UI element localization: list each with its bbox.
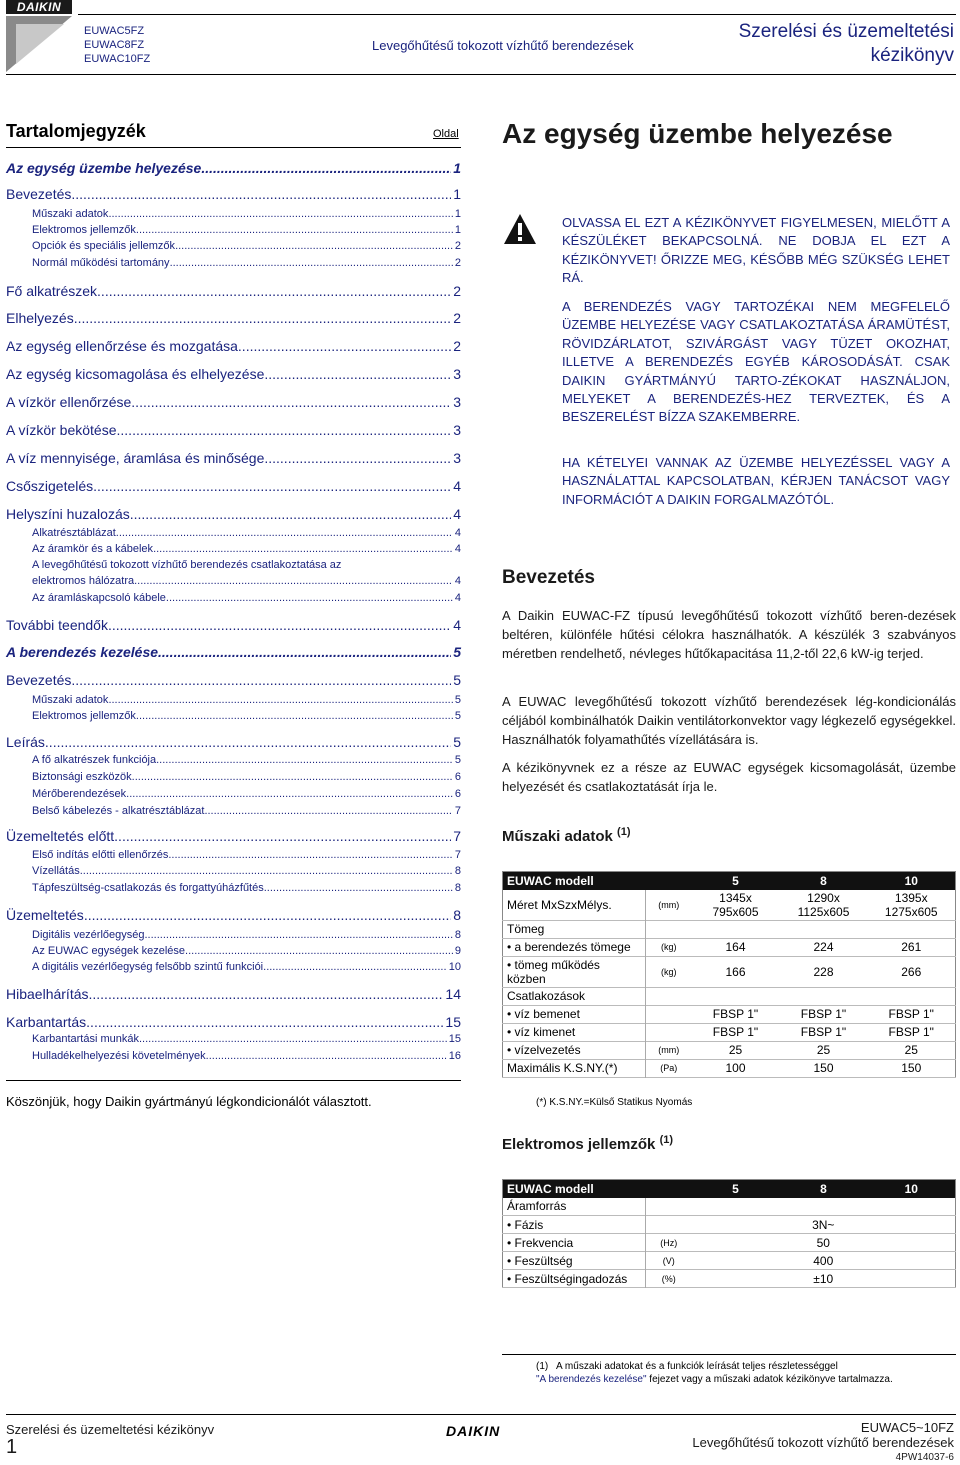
table-header-cell: 10 [868,872,956,890]
row-unit: (Pa) [660,1063,678,1073]
toc-leader-dots [132,771,453,783]
toc-item-label: Üzemeltetés [6,907,84,923]
toc-leader-dots [116,527,453,539]
toc-item-page: 4 [453,617,461,633]
toc-leader-dots [264,882,453,894]
table-row [503,1005,956,1023]
toc-page-label: Oldal [433,128,459,140]
toc-leader-dots [45,734,451,750]
toc-item[interactable] [6,865,461,877]
toc-item-page: 5 [454,694,461,706]
row-label: Áramforrás [503,1198,646,1216]
row-unit [646,1005,692,1023]
footer-info [692,1420,954,1465]
toc-item[interactable] [6,240,461,252]
toc-item-page: 5 [454,710,461,722]
toc-item[interactable] [6,1050,461,1062]
footer-doc-name: Szerelési és üzemeltetési kézikönyv [6,1422,215,1437]
toc-leader-dots [201,160,451,176]
table-header-cell [646,872,692,890]
electrical-table [502,1179,956,1288]
toc-item[interactable] [6,224,461,236]
toc-item[interactable] [6,527,461,539]
toc-bottom-rule [6,1080,461,1081]
footer-product: Levegőhűtésű tokozott vízhűtő berendezések [692,1435,954,1450]
toc-item-page: 1 [453,186,461,202]
table-row [503,1059,956,1077]
toc-leader-dots [238,338,451,354]
table-header-row [503,872,956,890]
row-value: 266 [901,964,922,979]
toc-item-label: Leírás [6,734,45,750]
toc-item[interactable] [6,208,461,220]
toc-leader-dots [84,907,451,923]
row-label: Méret MxSzxMélys. [503,890,646,921]
warning-text: A BERENDEZÉS VAGY TARTOZÉKAI NEM MEGFELELŐ ÜZEMBE HELYEZÉSE VAGY CSATLAKOZTATÁSA ÁRAMÜTÉST, RÖVIDZÁRLATOT, SZIVÁRGÁST VAGY TÜZET OKOZHAT, ILLETVE A BERENDEZÉS EGYÉB KÁROSODÁSÁT. CSAK DAIKIN GYÁRTMÁNYÚ TARTO-ZÉKOKAT HASZNÁLJON, MELYEKET A BERENDEZÉS-HEZ TERVEZTEK, ÉS A BESZERELÉST BÍZZA SZAKEMBERRE. [562,299,950,425]
toc-title: Tartalomjegyzék [6,121,146,141]
toc-item[interactable] [6,559,461,571]
intro-paragraph: A EUWAC levegőhűtésű tokozott vízhűtő berendezések lég-kondicionálás céljából kombinálhatók Daikin ventilátorkonvektor vagy légkezelő egységekkel. Használhatók folyamathűtés vízellátására is. [502,694,956,747]
row-unit: (mm) [658,1045,680,1055]
toc-leader-dots [108,208,452,220]
toc-item-label: Elhelyezés [6,310,74,326]
toc-leader-dots [170,257,453,269]
row-value: 150 [901,1061,922,1075]
intro-heading: Bevezetés [502,567,595,588]
warning-text: HA KÉTELYEI VANNAK AZ ÜZEMBE HELYEZÉSSEL VAGY A HASZNÁLATTAL KAPCSOLATBAN, KÉRJEN TANÁCSOT VAGY INFORMÁCIÓT A DAIKIN FORGALMAZÓTÓL. [562,455,950,507]
toc-item-label: elektromos hálózatra [32,575,135,587]
toc-item-label: Elektromos jellemzők [32,710,136,722]
toc-leader-dots [264,450,451,466]
toc-leader-dots [71,672,451,688]
table-row [503,1198,956,1216]
toc-item-page: 1 [454,208,461,220]
document-title [739,20,954,68]
toc-item-page: 6 [454,771,461,783]
section-title: Az egység üzembe helyezése [502,118,893,149]
toc-leader-dots [175,240,453,252]
row-value: FBSP 1" [712,1025,759,1039]
toc-item-page: 6 [454,788,461,800]
toc-item[interactable] [6,849,461,861]
toc-leader-dots [139,1033,447,1045]
toc-leader-dots [136,710,453,722]
toc-item-label: Biztonsági eszközök [32,771,132,783]
toc-item[interactable] [6,672,461,688]
row-value: 150 [813,1061,834,1075]
row-value: ±10 [813,1271,834,1286]
toc-leader-dots [97,283,451,299]
intro-paragraph: A Daikin EUWAC-FZ típusú levegőhűtésű tokozott vízhűtő beren-dezések beltéren, különféle hűtési célokra használhatók. A készülék 3 szabványos méretben rendelhető, névleges hűtőkapacitása 11,2-től 22,6 kW-ig terjed. [502,608,956,661]
toc-item-page: 16 [448,1050,461,1062]
toc-item-label: A levegőhűtésű tokozott vízhűtő berendezés csatlakoztatása az [32,559,342,571]
toc-item-page: 3 [453,394,461,410]
row-value: 166 [725,964,746,979]
table-header-cell: 8 [780,872,868,890]
toc-item[interactable] [6,394,461,410]
toc-item-page: 5 [453,734,461,750]
model-item: EUWAC8FZ [84,39,145,51]
row-label: • tömeg működés közben [503,956,646,987]
toc-leader-dots [156,754,453,766]
toc-leader-dots [108,617,451,633]
toc-item-label: Opciók és speciális jellemzők [32,240,176,252]
toc-item-label: Az egység kicsomagolása és elhelyezése [6,366,265,382]
toc-item[interactable] [6,575,461,587]
row-value: FBSP 1" [800,1007,847,1021]
toc-item-page: 5 [454,754,461,766]
toc-item-label: Csőszigetelés [6,478,94,494]
toc-item-page: 5 [453,644,461,660]
tech-data-heading-text: Műszaki adatok [502,828,613,845]
row-label: • Fázis [503,1216,646,1234]
row-value: 100 [725,1061,746,1075]
table-row [503,956,956,987]
row-value: 228 [813,964,834,979]
toc-leader-dots [89,986,444,1002]
toc-item-page: 2 [454,240,461,252]
row-value: 1290x 1125x605 [797,890,850,919]
table-header-cell: 10 [868,1180,956,1198]
footnote-rule [502,1354,956,1355]
toc-item[interactable] [6,986,461,1002]
toc-item-page: 4 [454,592,461,604]
toc-item[interactable] [6,771,461,783]
toc-item-label: A digitális vezérlőegység felsőbb szintű funkciói [32,961,264,973]
footnote-text: fejezet vagy a műszaki adatok kézikönyve tartalmazza. [646,1374,893,1385]
toc-leader-dots [136,224,453,236]
footer-doc-code: 4PW14037-6 [895,1452,954,1463]
toc-item-label: Tápfeszültség-csatlakozás és forgattyúházfűtés [32,882,264,894]
toc-item-label: Vízellátás [32,865,80,877]
toc-item[interactable] [6,310,461,326]
toc-item-label: Bevezetés [6,186,72,202]
toc-item-page: 4 [454,575,461,587]
footnote-ref: (1) [659,1134,674,1146]
toc-item[interactable] [6,506,461,522]
toc-leader-dots [185,945,453,957]
toc-item-label: Digitális vezérlőegység [32,929,145,941]
row-value [868,920,956,938]
toc-item-label: További teendők [6,617,108,633]
toc-leader-dots [130,506,451,522]
footer-model: EUWAC5~10FZ [860,1420,954,1435]
table-row [503,920,956,938]
toc-item[interactable] [6,961,461,973]
toc-item-page: 7 [454,849,461,861]
warning-icon [503,213,537,245]
toc-leader-dots [74,310,452,326]
row-value [868,987,956,1005]
toc-leader-dots [204,805,452,817]
toc-leader-dots [206,1050,447,1062]
toc-item-page: 2 [453,338,461,354]
toc-item[interactable] [6,929,461,941]
toc-leader-dots [263,961,447,973]
toc-item[interactable] [6,543,461,555]
toc-item-page: 8 [453,907,461,923]
toc-item-label: Karbantartási munkák [32,1033,139,1045]
toc-item-page: 15 [448,1033,461,1045]
toc-item[interactable] [6,828,461,844]
table-header-cell: EUWAC modell [503,1180,646,1198]
row-label: • Feszültségingadozás [503,1270,646,1288]
toc-item-page: 2 [454,257,461,269]
toc-leader-dots [158,644,451,660]
toc-item-page: 3 [453,366,461,382]
toc-item-label: Mérőberendezések [32,788,127,800]
footnote-link[interactable]: "A berendezés kezelése" [536,1374,647,1385]
toc-item[interactable] [6,945,461,957]
table-row [503,1216,956,1234]
toc-item-label: Alkatrésztáblázat [32,527,116,539]
toc-item-page: 4 [453,478,461,494]
row-value: 25 [904,1043,918,1057]
header-subtitle: Levegőhűtésű tokozott vízhűtő berendezések [372,38,634,53]
footnote-ref: (1) [617,826,631,838]
toc-item[interactable] [6,710,461,722]
footer-logo: DAIKIN [446,1423,501,1439]
page-footnote [536,1360,936,1386]
model-item: EUWAC5FZ [84,25,145,37]
toc-item-page: 7 [454,805,461,817]
row-unit [646,920,692,938]
toc-item-label: Helyszíni huzalozás [6,506,130,522]
table-row [503,1041,956,1059]
toc-leader-dots [168,849,453,861]
toc-item[interactable] [6,1033,461,1045]
toc-item-label: Normál működési tartomány [32,257,170,269]
toc-item-page: 5 [453,672,461,688]
toc-item-label: Belső kábelezés - alkatrésztáblázat [32,805,205,817]
toc-item-label: Hibaelhárítás [6,986,89,1002]
toc-leader-dots [134,575,453,587]
toc-item-page: 4 [453,506,461,522]
toc-leader-dots [80,865,453,877]
toc-item-label: Fő alkatrészek [6,283,98,299]
row-value [692,987,780,1005]
row-value [780,920,868,938]
toc-item-label: Műszaki adatok [32,208,109,220]
table-row [503,1252,956,1270]
toc-item-label: A vízkör ellenőrzése [6,394,132,410]
toc-item[interactable] [6,754,461,766]
toc-item-page: 8 [454,865,461,877]
toc-leader-dots [108,694,452,706]
page-number: 1 [6,1436,18,1458]
toc-item-page: 2 [453,310,461,326]
toc-item-label: Elektromos jellemzők [32,224,136,236]
warning-text: OLVASSA EL EZT A KÉZIKÖNYVET FIGYELMESEN, MIELŐTT A KÉSZÜLÉKET BEKAPCSOLNÁ. NE DOBJA EL EZT A KÉZIKÖNYVET! ŐRIZZE MEG, KÉSŐBB MÉG SZÜKSÉG LEHET RÁ. [562,215,950,286]
toc-item-label: Karbantartás [6,1014,87,1030]
toc-item[interactable] [6,283,461,299]
row-value: FBSP 1" [888,1025,934,1039]
toc-leader-dots [264,366,451,382]
footnote-text: A műszaki adatokat és a funkciók leírását teljes részletességgel [556,1361,838,1372]
row-unit: (Hz) [660,1237,678,1248]
toc-item-label: Bevezetés [6,672,72,688]
toc-item-page: 10 [448,961,461,973]
document-title-line1: Szerelési és üzemeltetési [738,21,954,42]
document-title-line2: kézikönyv [870,45,954,66]
toc-item-label: A víz mennyisége, áramlása és minősége [6,450,265,466]
table-header-cell: EUWAC modell [503,872,646,890]
toc-leader-dots [117,422,452,438]
toc-leader-dots [131,394,451,410]
row-label: • a berendezés tömege [503,938,646,956]
row-value: FBSP 1" [712,1007,759,1021]
row-label: Csatlakozások [503,987,646,1005]
toc-item-label: Az egység ellenőrzése és mozgatása [6,338,238,354]
toc-item[interactable] [6,450,461,466]
toc-item[interactable] [6,644,461,660]
toc-item[interactable] [6,478,461,494]
toc-item-label: Az áramkör és a kábelek [32,543,154,555]
toc-item[interactable] [6,788,461,800]
table-row [503,1234,956,1252]
toc-item-page: 9 [454,945,461,957]
toc-item[interactable] [6,805,461,817]
table-row [503,987,956,1005]
row-value: FBSP 1" [888,1007,934,1021]
toc-item-page: 8 [454,882,461,894]
daikin-logo: DAIKIN [6,0,72,14]
row-value [780,987,868,1005]
row-label: Maximális K.S.NY.(*) [503,1059,646,1077]
row-value: 1395x 1275x605 [884,890,938,919]
row-value: 164 [725,940,746,954]
toc-item-label: Hulladékelhelyezési követelmények [32,1050,206,1062]
toc-leader-dots [166,592,453,604]
toc-item[interactable] [6,186,461,202]
toc-item-label: A vízkör bekötése [6,422,117,438]
toc-item-page: 4 [454,543,461,555]
toc-item[interactable] [6,1014,461,1030]
toc-item[interactable] [6,907,461,923]
row-unit: (kg) [661,966,677,977]
row-unit: (%) [661,1273,676,1284]
toc-item[interactable] [6,422,461,438]
row-label: • Feszültség [503,1252,646,1270]
toc-item[interactable] [6,734,461,750]
toc-item-page: 14 [445,986,461,1002]
row-unit: (mm) [658,899,680,910]
model-item: EUWAC10FZ [84,53,151,65]
table-header-row [503,1180,956,1198]
row-label: • víz bemenet [503,1005,646,1023]
toc-item-label: Az egység üzembe helyezése [6,160,202,176]
toc-leader-dots [71,186,451,202]
row-label: Tömeg [503,920,646,938]
table-row [503,1023,956,1041]
toc-item-page: 3 [453,422,461,438]
row-unit [646,1023,692,1041]
row-unit [646,1216,692,1234]
tech-data-heading [502,826,631,845]
row-value: 25 [728,1043,743,1057]
row-label: • víz kimenet [503,1023,646,1041]
toc-item-label: Az EUWAC egységek kezelése [32,945,186,957]
toc-item[interactable] [6,617,461,633]
row-label: • vízelvezetés [503,1041,646,1059]
row-value: 400 [813,1253,834,1268]
table-of-contents [6,0,461,1080]
toc-item-page: 7 [453,828,461,844]
row-value: 50 [816,1235,830,1250]
row-value: 224 [813,940,834,954]
row-value: FBSP 1" [800,1025,847,1039]
toc-item-label: Üzemeltetés előtt [6,828,115,844]
row-unit: (kg) [661,942,677,952]
row-value [692,1198,956,1216]
toc-item-label: Műszaki adatok [32,694,109,706]
toc-leader-dots [114,828,451,844]
toc-item-label: Az áramláskapcsoló kábele [32,592,166,604]
row-value: 25 [816,1043,831,1057]
row-label: • Frekvencia [503,1234,646,1252]
table-header-cell: 5 [692,872,780,890]
toc-item-page: 4 [454,527,461,539]
tech-data-table [502,871,956,1078]
row-value [692,920,780,938]
table-header-cell: 8 [780,1180,868,1198]
toc-leader-dots [153,543,453,555]
toc-item[interactable] [6,882,461,894]
row-value: 261 [901,940,922,954]
table-header-cell: 5 [692,1180,780,1198]
row-value: 1345x 795x605 [712,890,759,919]
toc-item-label: A fő alkatrészek funkciója [32,754,157,766]
electrical-heading [502,1134,673,1153]
toc-item-page: 3 [453,450,461,466]
table-footnote: (*) K.S.NY.=Külső Statikus Nyomás [536,1097,693,1108]
table-row [503,938,956,956]
table-header-cell [646,1180,692,1198]
toc-item[interactable] [6,338,461,354]
toc-item[interactable] [6,257,461,269]
toc-leader-dots [126,788,453,800]
footnote-number: (1) [536,1361,549,1372]
toc-item[interactable] [6,366,461,382]
row-unit: (V) [662,1255,675,1266]
toc-item-label: A berendezés kezelése [6,644,159,660]
toc-leader-dots [86,1014,443,1030]
electrical-heading-text: Elektromos jellemzők [502,1136,656,1153]
toc-leader-dots [145,929,453,941]
toc-leader-dots [93,478,451,494]
row-value: 3N~ [812,1217,835,1232]
row-unit [646,987,692,1005]
toc-item-page: 1 [453,160,461,176]
toc-item-label: Első indítás előtti ellenőrzés [32,849,169,861]
toc-item-page: 2 [453,283,461,299]
thanks-text: Köszönjük, hogy Daikin gyártmányú légkondicionálót választott. [6,1094,372,1109]
toc-item[interactable] [6,694,461,706]
toc-item-page: 8 [454,929,461,941]
row-unit [646,1198,692,1216]
toc-item[interactable] [6,160,461,176]
toc-item-page: 15 [445,1014,461,1030]
toc-item-page: 1 [454,224,461,236]
footer-rule [6,1414,956,1415]
table-row [503,1270,956,1288]
intro-paragraph: A kézikönyvnek ez a része az EUWAC egységek kicsomagolását, üzembe helyezését és csatlakoztatását írja le. [502,760,956,794]
toc-item[interactable] [6,592,461,604]
table-row [503,890,956,921]
